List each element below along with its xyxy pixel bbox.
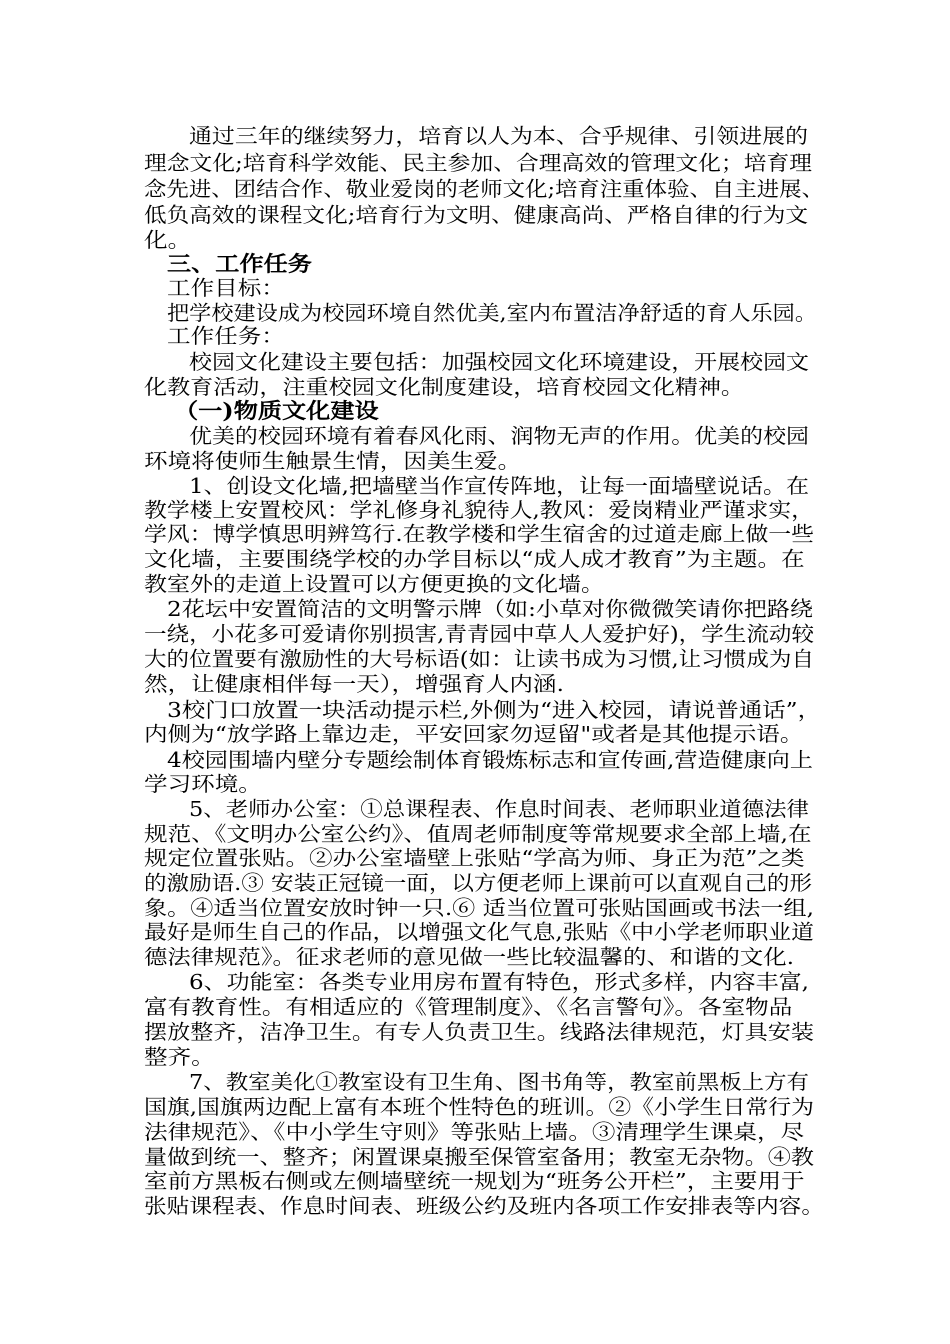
paragraph-line: 量做到统一、整齐；闲置课桌搬至保管室备用；教室无杂物。④教 <box>144 1145 814 1169</box>
paragraph-line: 室前方黑板右侧或左侧墙壁统一规划为“班务公开栏”，主要用于 <box>144 1169 805 1193</box>
paragraph-line: 工作任务： <box>167 324 285 348</box>
paragraph-line: 规范、《文明办公室公约》、值周老师制度等常规要求全部上墙,在 <box>144 822 812 846</box>
paragraph-line: 整齐。 <box>144 1045 215 1069</box>
paragraph-line: 内侧为“放学路上靠边走，平安回家勿逗留"或者是其他提示语。 <box>144 722 804 746</box>
paragraph-line: 学习环境。 <box>144 772 262 796</box>
paragraph-line: 3校门口放置一块活动提示栏,外侧为“进入校园，请说普通话”， <box>167 698 821 722</box>
paragraph-line: 6、功能室：各类专业用房布置有特色，形式多样，内容丰富, <box>189 970 809 994</box>
paragraph-line: 文化墙，主要围绕学校的办学目标以“成人成才教育”为主题。在 <box>144 547 805 571</box>
paragraph-line: 富有教育性。有相适应的《管理制度》、《名言警句》。各室物品 <box>144 995 793 1019</box>
paragraph-line: 教室外的走道上设置可以方便更换的文化墙。 <box>144 572 604 596</box>
paragraph-line: 法律规范》、《中小学生守则》等张贴上墙。③清理学生课桌，尽 <box>144 1120 805 1144</box>
paragraph-line: 1、创设文化墙,把墙壁当作宣传阵地，让每一面墙壁说话。在 <box>189 474 809 498</box>
paragraph-line: 象。④适当位置安放时钟一只.⑥ 适当位置可张贴国画或书法一组, <box>144 896 814 920</box>
paragraph-line: 摆放整齐，洁净卫生。有专人负责卫生。线路法律规范，灯具安装 <box>144 1020 814 1044</box>
paragraph-line: 最好是师生自己的作品，以增强文化气息,张贴《中小学老师职业道 <box>144 920 814 944</box>
paragraph-line: 环境将使师生触景生情，因美生爱。 <box>144 449 522 473</box>
paragraph-line: 把学校建设成为校园环境自然优美,室内布置洁净舒适的育人乐园。 <box>167 301 817 325</box>
paragraph-line: 一绕，小花多可爱请你别损害,青青园中草人人爱护好)，学生流动较 <box>144 622 814 646</box>
section-heading: 三、工作任务 <box>167 252 312 276</box>
paragraph-line: 理念文化;培育科学效能、民主参加、合理高效的管理文化；培育理 <box>144 151 812 175</box>
paragraph-line: 规定位置张贴。②办公室墙壁上张贴“学高为师、身正为范”之类 <box>144 846 805 870</box>
subsection-heading: （一)物质文化建设 <box>174 399 379 423</box>
paragraph-line: 7、教室美化①教室设有卫生角、图书角等，教室前黑板上方有 <box>189 1070 809 1094</box>
paragraph-line: 张贴课程表、作息时间表、班级公约及班内各项工作安排表等内容。 <box>144 1194 824 1218</box>
paragraph-line: 优美的校园环境有着春风化雨、润物无声的作用。优美的校园 <box>189 424 809 448</box>
paragraph-line: 学风：博学慎思明辨笃行.在教学楼和学生宿舍的过道走廊上做一些 <box>144 522 814 546</box>
paragraph-line: 德法律规范》。征求老师的意见做一些比较温馨的、和谐的文化. <box>144 945 794 969</box>
paragraph-line: 化教育活动，注重校园文化制度建设，培育校园文化精神。 <box>144 375 744 399</box>
paragraph-line: 通过三年的继续努力，培育以人为本、合乎规律、引领进展的 <box>189 124 808 148</box>
paragraph-line: 念先进、团结合作、敬业爱岗的老师文化;培育注重体验、自主进展、 <box>144 177 824 201</box>
paragraph-line: 教学楼上安置校风：学礼修身礼貌待人,教风：爱岗精业严谨求实， <box>144 498 814 522</box>
paragraph-line: 大的位置要有激励性的大号标语(如：让读书成为习惯,让习惯成为自 <box>144 647 814 671</box>
paragraph-line: 低负高效的课程文化;培育行为文明、健康高尚、严格自律的行为文 <box>144 203 808 227</box>
paragraph-line: 的激励语.③ 安装正冠镜一面，以方便老师上课前可以直观自己的形 <box>144 871 812 895</box>
paragraph-line: 化。 <box>144 228 192 252</box>
paragraph-line: 4校园围墙内壁分专题绘制体育锻炼标志和宣传画,营造健康向上 <box>167 748 813 772</box>
paragraph-line: 2花坛中安置简洁的文明警示牌（如:小草对你微微笑请你把路绕 <box>167 597 813 621</box>
paragraph-line: 校园文化建设主要包括：加强校园文化环境建设，开展校园文 <box>189 350 809 374</box>
paragraph-line: 国旗,国旗两边配上富有本班个性特色的班训。②《小学生日常行为 <box>144 1095 814 1119</box>
paragraph-line: 5、老师办公室：①总课程表、作息时间表、老师职业道德法律 <box>189 797 809 821</box>
paragraph-line: 然，让健康相伴每一天），增强育人内涵. <box>144 672 564 696</box>
paragraph-line: 工作目标： <box>167 276 285 300</box>
